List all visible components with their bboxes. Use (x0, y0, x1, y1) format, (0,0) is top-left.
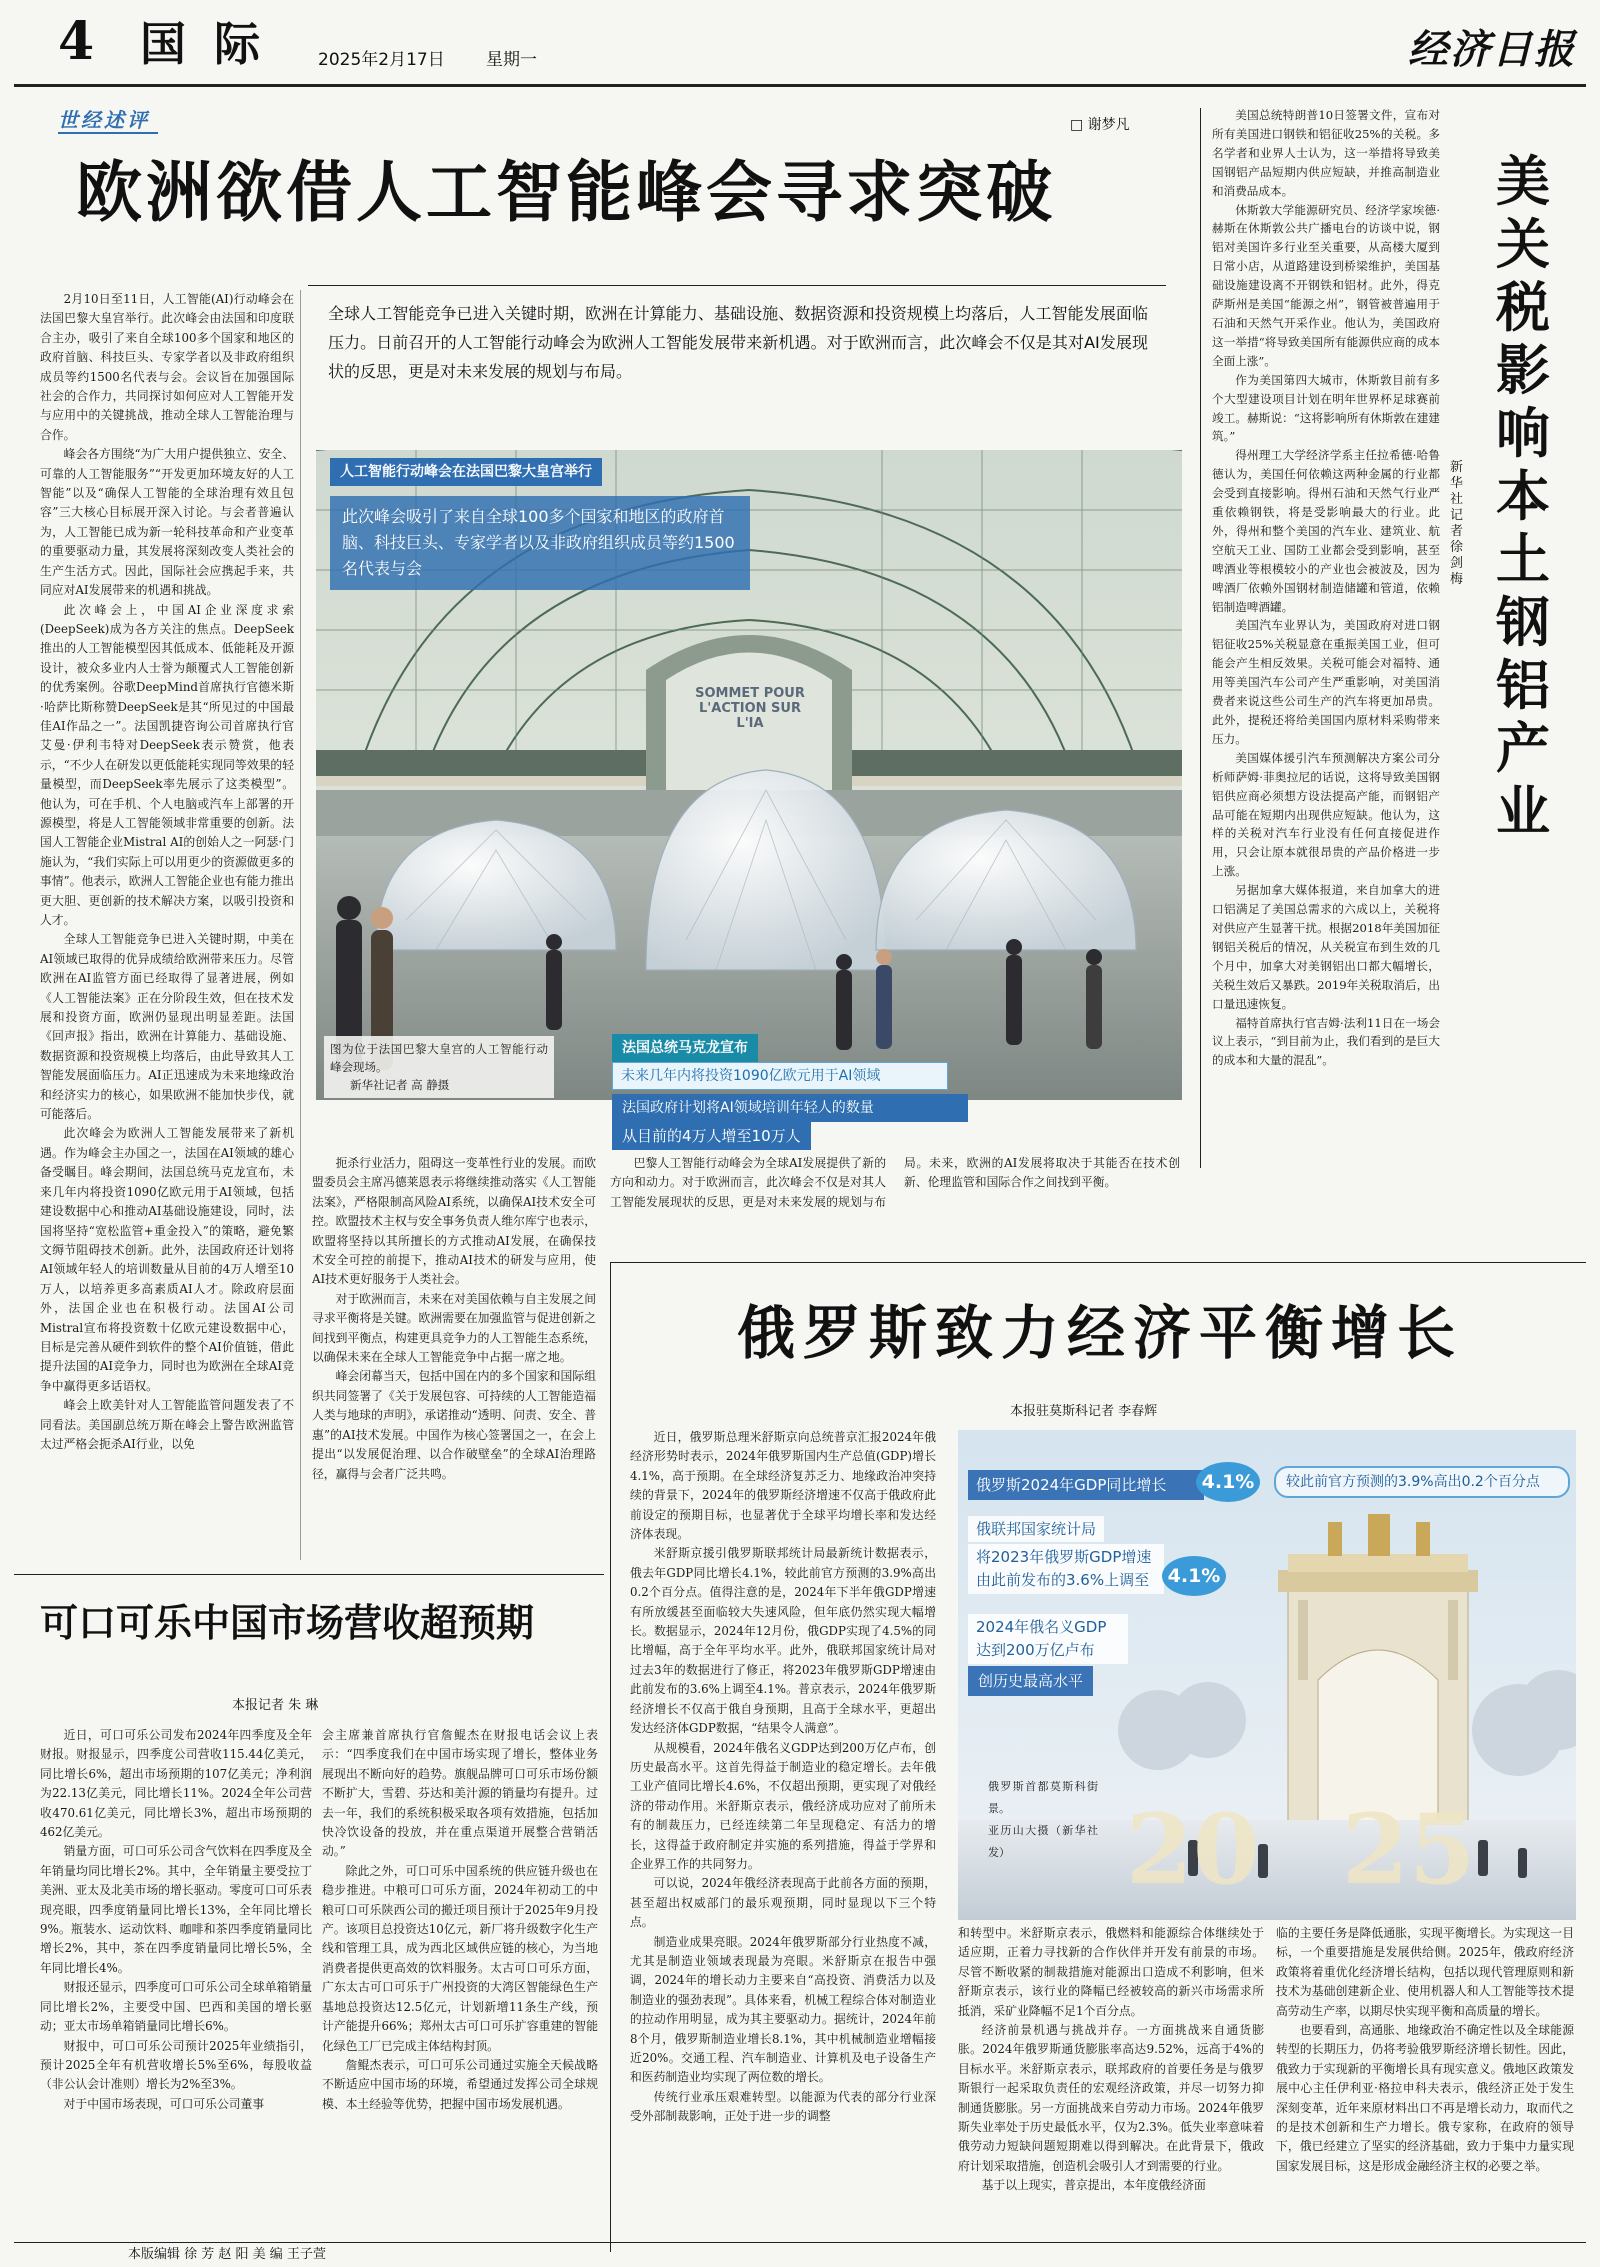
info-gdp-label: 俄罗斯2024年GDP同比增长 (968, 1470, 1204, 1500)
info-nominal-text: 2024年俄名义GDP达到200万亿卢布 (968, 1614, 1128, 1664)
paragraph: 福特首席执行官吉姆·法利11日在一场会议上表示，“到目前为止，我们看到的是巨大的成本和大量的混乱”。 (1212, 1015, 1440, 1068)
article2-divider (1200, 108, 1201, 1168)
gov-box-title: 法国政府计划将AI领域培训年轻人的数量 (612, 1094, 968, 1122)
paragraph: 巴黎人工智能行动峰会为全球AI发展提供了新的方向和动力。对于欧洲而言，此次峰会不仅是对其人工智能发展现状的反思，更是对未来发展的规划与布局。未来，欧洲的AI发展将取决于其能否在技术创新、伦理监管和国际合作之间找到平衡。 (610, 1156, 1180, 1209)
footer-editors: 本版编辑 徐 芳 赵 阳 美 编 王子萱 (128, 2247, 326, 2262)
section-name: 国 际 (140, 17, 267, 71)
paragraph: 销量方面，可口可乐公司含气饮料在四季度及全年销量均同比增长2%。其中，全年销量主要受拉丁美洲、亚太及北美市场的增长驱动。零度可口可乐表现亮眼，四季度销量同比增长13%，全年同比增长9%。瓶装水、运动饮料、咖啡和茶四季度销量同比增长2%，其中，茶在四季度销量同比增长5%，全年同比增长4%。 (40, 1844, 312, 1975)
article1-body-left (40, 290, 294, 1562)
paragraph: 扼杀行业活力，阻碍这一变革性行业的发展。而欧盟委员会主席冯德莱恩表示将继续推动落实《人工智能法案》，严格限制高风险AI系统，以确保AI技术安全可控。欧盟技术主权与安全事务负责人维尔库宁也表示，欧盟将坚持以其所擅长的方式推动AI发展，在确保技术安全可控的前提下，推动AI技术的研发与应用，使AI技术更好服务于人类社会。 (312, 1156, 596, 1287)
masthead (0, 0, 1600, 86)
info-gdp-value: 4.1% (1196, 1462, 1260, 1502)
article4-headline: 可口可乐中国市场营收超预期 (40, 1600, 535, 1645)
column-divider (300, 290, 301, 1560)
article3-col2 (958, 1924, 1264, 2248)
info-stat-text: 将2023年俄罗斯GDP增速由此前发布的3.6%上调至 (968, 1544, 1164, 1594)
paragraph: 也要看到，高通胀、地缘政治不确定性以及全球能源转型的长期压力，仍将考验俄罗斯经济增长韧性。因此，俄致力于实现新的平衡增长具有现实意义。俄地区政策发展中心主任伊利亚·格拉申科夫表示，俄经济正处于发生深刻变革，近年来原材料出口不再是增长动力，取而代之的是技术创新和生产力增长。俄专家称，在政府的领导下，俄已经建立了坚实的经济基础，致力于集中力量实现国家发展目标，这是形成金融经济主权的必要之举。 (1276, 2023, 1574, 2173)
paragraph: 经济前景机遇与挑战并存。一方面挑战来自通货膨胀。2024年俄罗斯通货膨胀率高达9.52%，远高于4%的目标水平。米舒斯京表示，联邦政府的首要任务是与俄罗斯银行一起采取负责任的宏观经济政策，并尽一切努力抑制通货膨胀。另一方面挑战来自劳动力市场。2024年俄罗斯失业率处于历史最低水平，仅为2.3%。低失业率意味着俄劳动力短缺问题短期难以得到解决。在此背景下，俄政府计划采取措施，创造机会吸引人才到需要的行业。 (958, 2023, 1264, 2173)
article2-headline: 美关税影响本土钢铝产业 (1496, 149, 1550, 843)
paragraph: 作为美国第四大城市，休斯敦目前有多个大型建设项目计划在明年世界杯足球赛前竣工。赫斯说：“这将影响所有休斯敦在建建筑。” (1212, 372, 1440, 444)
column-label (58, 108, 158, 134)
article1-headline: 欧洲欲借人工智能峰会寻求突破 (76, 153, 1056, 231)
summit-banner: SOMMET POUR L'ACTION SUR L'IA (695, 686, 805, 731)
paragraph: 财报中，可口可乐公司预计2025年业绩指引，预计2025全年有机营收增长5%至6%，每股收益（非公认会计准则）增长为2%至3%。 (40, 2038, 312, 2092)
article1-byline: □ 谢梦凡 (1070, 117, 1130, 133)
paragraph: 制造业成果亮眼。2024年俄罗斯部分行业热度不减，尤其是制造业领域表现最为亮眼。米舒斯京在报告中强调，2024年的增长动力主要来自“高投资、消费活力以及制造业的强劲表现”。具体来看，机械工程综合体对制造业的拉动作用明显，成为其主要驱动力。据统计，2024年前8个月，俄罗斯制造业增长8.1%，其中机械制造业增幅接近20%。交通工程、汽车制造业、计算机及电子设备生产和医药制造业均实现了两位数的增长。 (630, 1934, 936, 2085)
article3-col3 (1276, 1924, 1574, 2248)
paragraph: 詹鲲杰表示，可口可乐公司通过实施全天候战略不断适应中国市场的环境，希望通过发挥公司全球规模、本土经验等优势，把握中国市场发展机遇。 (322, 2057, 598, 2111)
article3-headline: 俄罗斯致力经济平衡增长 (736, 1299, 1463, 1367)
article4-col2 (322, 1726, 598, 2228)
column-label-text: 世经述评 (58, 108, 150, 132)
paragraph: 另据加拿大媒体报道，来自加拿大的进口铝满足了美国总需求的六成以上，关税将对供应产生显著干扰。根据2018年美国加征钢铝关税后的情况，从关税宣布到生效的几个月中，加拿大对美钢铝出口都大幅增长，关税生效后又暴跌。2019年关税取消后，出口量迅速恢复。 (1212, 883, 1440, 1011)
newspaper-logo: 经济日报 (1408, 26, 1576, 73)
article3-byline: 本报驻莫斯科记者 李春辉 (1010, 1404, 1158, 1419)
paragraph: 休斯敦大学能源研究员、经济学家埃德·赫斯在休斯敦公共广播电台的访谈中说，钢铝对美国许多行业至关重要，从高楼大厦到日常小店，从道路建设到桥梁维护，美国基础设施建设离不开钢铁和铝材。此外，得克萨斯州是美国“能源之州”，钢管被普遍用于石油和天然气开采作业。他认为，美国政府这一举措“将导致美国所有能源供应商的成本全面上涨”。 (1212, 202, 1440, 368)
photo-credit: 亚历山大摄（新华社发） (988, 1824, 1098, 1859)
paragraph: 峰会闭幕当天，包括中国在内的多个国家和国际组织共同签署了《关于发展包容、可持续的人工智能造福人类与地球的声明》，承诺推动“透明、问责、安全、普惠”的AI技术发展。中国作为核心签署国之一，在会上提出“以发展促治理、以合作破壁垒”的全球AI治理路径，赢得与会者广泛共鸣。 (312, 1369, 596, 1481)
paragraph: 峰会各方围绕“为广大用户提供独立、安全、可靠的人工智能服务”“开发更加环境友好的人工智能”以及“确保人工智能的全球治理有效且包容”三大核心目标展开深入讨论。与会者普遍认为，人工智能已成为新一轮科技革命和产业变革的重要驱动力量，其发展将深刻改变人类社会的生产生活方式。因此，国际社会应携起手来，共同应对AI发展带来的机遇和挑战。 (40, 447, 294, 598)
paragraph: 临的主要任务是降低通胀，实现平衡增长。为实现这一目标，一个重要措施是发展供给侧。2025年，俄政府经济政策将着重优化经济增长结构，包括以现代管理原则和新技术为基础创建新企业、使用机器人和人工智能等技术提高劳动生产率，以期尽快实现平衡和高质量的增长。 (1276, 1926, 1574, 2018)
macron-box-text: 未来几年内将投资1090亿欧元用于AI领域 (612, 1062, 948, 1090)
info-stat-label: 俄联邦国家统计局 (968, 1516, 1104, 1542)
photo-credit: 新华社记者 高 静摄 (350, 1078, 450, 1092)
article1-lead (308, 285, 1166, 411)
paragraph: 和转型中。米舒斯京表示，俄燃料和能源综合体继续处于适应期，正着力寻找新的合作伙伴并开发有前景的市场。尽管不断收紧的制裁措施对能源出口造成不利影响，但米舒斯京表示，该行业的降幅已经被较高的新兴市场需求所抵消，采矿业降幅不足1个百分点。 (958, 1926, 1264, 2018)
article1-body-mid (312, 1154, 596, 1558)
lead-rule-top (308, 285, 1166, 286)
year-decoration-a: 20 (1126, 1793, 1260, 1906)
paragraph: 可以说，2024年俄经济表现高于此前各方面的预期，甚至超出权威部门的最乐观预期，同时显现以下三个特点。 (630, 1876, 936, 1930)
paragraph: 传统行业承压艰难转型。以能源为代表的部分行业深受外部制裁影响，正处于进一步的调整 (630, 2089, 936, 2124)
paragraph: 会主席兼首席执行官詹鲲杰在财报电话会议上表示：“四季度我们在中国市场实现了增长，整体业务展现出不断向好的趋势。旗舰品牌可口可乐市场份额不断扩大，雪碧、芬达和美汁源的销量均有提升。过去一年，我们的系统积极采取各项有效措施，包括加快冷饮设备的投放，并在重点渠道开展整合营销活动。” (322, 1728, 598, 1859)
paragraph: 峰会上欧美针对人工智能监管问题发表了不同看法。美国副总统万斯在峰会上警告欧洲监管太过严格会扼杀AI行业，以免 (40, 1398, 294, 1451)
macron-box-title: 法国总统马克龙宣布 (612, 1034, 758, 1062)
paragraph: 近日，可口可乐公司发布2024年四季度及全年财报。财报显示，四季度公司营收115.44亿美元，同比增长6%，超出市场预期的107亿美元；净利润为22.13亿美元，同比增长11%。2024全年公司营收470.61亿美元，同比增长3%，超出市场预期的462亿美元。 (40, 1728, 312, 1840)
paragraph: 此次峰会上，中国AI企业深度求索(DeepSeek)成为各方关注的焦点。DeepSeek推出的人工智能模型因其低成本、低能耗及开源设计，被众多业内人士誉为颠覆式人工智能创新的优秀案例。谷歌DeepMind首席执行官德米斯·哈萨比斯称赞DeepSeek是其“所见过的中国最佳AI作品之一”。法国凯捷咨询公司首席执行官艾曼·伊利韦特对DeepSeek表示赞赏，他表示，“不少人在研发以更低能耗实现同等效果的轻量模型，而DeepSeek率先展示了这类模型”。他认为，可在手机、个人电脑或汽车上部署的开源模型，将是人工智能领域非常重要的创新。法国人工智能企业Mistral AI的创始人之一阿瑟·门施认为，“我们实际上可以用更少的资源做更多的事情”。他表示，欧洲人工智能企业也有能力推出更大胆、更创新的技术解决方案，以吸引投资和人才。 (40, 602, 294, 927)
paragraph: 美国总统特朗普10日签署文件，宣布对所有美国进口钢铁和铝征收25%的关税。多名学者和业界人士认为，这一举措将导致美国钢铝产品短期内供应短缺，并推高制造业和消费品成本。 (1212, 108, 1440, 198)
photo-subtitle: 此次峰会吸引了来自全球100多个国家和地区的政府首脑、科技巨头、专家学者以及非政府组织成员等约1500名代表与会 (330, 496, 750, 590)
article4-byline: 本报记者 朱 琳 (232, 1698, 319, 1713)
issue-weekday: 星期一 (486, 50, 537, 70)
article3-frame-left (610, 1262, 611, 2252)
article4-rule (14, 1574, 604, 1575)
photo-caption: 图为位于法国巴黎大皇宫的人工智能行动峰会现场。 (330, 1042, 548, 1074)
masthead-rule (14, 84, 1586, 87)
page-number: 4 (58, 11, 95, 72)
paragraph: 2月10日至11日，人工智能(AI)行动峰会在法国巴黎大皇宫举行。此次峰会由法国和印度联合主办，吸引了来自全球100多个国家和地区的政府首脑、科技巨头、专家学者以及非政府组织成员等约1500名代表与会。会议旨在加强国际社会的合作力，共同探讨如何应对人工智能开发与应用中的关键挑战，推动全球人工智能治理与合作。 (40, 292, 294, 442)
article2-byline: 新华社记者 徐剑梅 (1450, 460, 1464, 587)
photo-caption-box (324, 1036, 554, 1098)
paragraph: 从规模看，2024年俄名义GDP达到200万亿卢布，创历史最高水平。这首先得益于制造业的稳定增长。去年俄工业产值同比增长4.6%，不仅超出预期，更实现了对俄经济的带动作用。米舒斯京表示，俄经济成功应对了前所未有的制裁压力，已经连续第二年呈现稳定、有活力的增长，这得益于政府制定并实施的系列措施，得益于学界和企业界工作的共同努力。 (630, 1740, 936, 1871)
issue-date: 2025年2月17日 (318, 50, 445, 70)
year-decoration-b: 25 (1342, 1793, 1476, 1906)
paragraph: 此次峰会为欧洲人工智能发展带来了新机遇。作为峰会主办国之一，法国在AI领域的雄心备受瞩目。峰会期间，法国总统马克龙宣布，未来几年内将投资1090亿欧元用于AI领域，包括建设数据中心和推动AI基础设施建设，同时，法国将坚持“宽松监管+重金投入”的策略，避免繁文缛节阻碍技术创新。此外，法国政府还计划将AI领域年轻人的培训数量从目前的4万人增至10万人，以培养更多高素质AI人才。除政府层面外，法国企业也在积极行动。法国AI公司Mistral宣布将投资数十亿欧元建设数据中心，目标是完善从硬件到软件的整个AI价值链，借此提升法国的AI竞争力，同时也为欧洲在全球AI竞争中赢得更多话语权。 (40, 1126, 294, 1393)
paragraph: 对于欧洲而言，未来在对美国依赖与自主发展之间寻求平衡将是关键。欧洲需要在加强监管与促进创新之间找到平衡点，构建更具竞争力的人工智能生态系统，以确保未来在全球人工智能竞争中占据一席之地。 (312, 1291, 596, 1365)
paragraph: 美国媒体援引汽车预测解决方案公司分析师萨姆·菲奥拉尼的话说，这将导致美国钢铝供应商必须想方设法提高产能，而钢铝产品可能在短期内出现供应短缺。他认为，这样的关税对汽车行业没有任何直接促进作用，只会让原本就很昂贵的产品价格进一步上涨。 (1212, 750, 1440, 879)
info-record-text: 创历史最高水平 (968, 1666, 1093, 1696)
paragraph: 米舒斯京援引俄罗斯联邦统计局最新统计数据表示，俄去年GDP同比增长4.1%，较此前官方预测的3.9%高出0.2个百分点。值得注意的是，2024年下半年俄GDP增速有所放缓甚至面临较大失速风险，但年底仍然实现大幅增长。数据显示，2024年12月份，俄GDP实现了4.5%的同比增幅，高于全年平均水平。此外，俄联邦国家统计局对过去3年的数据进行了修正，将2023年俄罗斯GDP增速由此前发布的3.6%上调至4.1%。普京表示，2024年俄罗斯经济增长不仅高于俄自身预期，且高于全球水平，更超出发达经济体GDP数据，“结果令人满意”。 (630, 1546, 936, 1736)
article4-col1 (40, 1726, 312, 2228)
article3-frame-top (610, 1262, 1586, 1263)
paragraph: 基于以上现实，普京提出，本年度俄经济面 (981, 2178, 1206, 2193)
info-stat-value: 4.1% (1162, 1556, 1226, 1596)
moscow-photo-caption (988, 1776, 1098, 1864)
info-gdp-note: 较此前官方预测的3.9%高出0.2个百分点 (1274, 1466, 1570, 1498)
paragraph: 美国汽车业界认为，美国政府对进口钢铝征收25%关税显意在重振美国工业，但可能会产生相反效果。关税可能会对福特、通用等美国汽车公司产生严重影响，对美国消费者来说这些公司生产的汽车将更加昂贵。此外，提税还将给美国国内原材料采购带来压力。 (1212, 618, 1440, 746)
article2-body (1212, 106, 1440, 1164)
gov-box-text: 从目前的4万人增至10万人 (612, 1122, 811, 1150)
paragraph: 全球人工智能竞争已进入关键时期，中美在AI领域已取得的优异成绩给欧洲带来压力。尽管欧洲在AI监管方面已经取得了显著进展，例如《人工智能法案》正在分阶段生效，但在技术发展和投资方面，欧洲仍显现出明显差距。法国《回声报》指出，欧洲在计算能力、基础设施、数据资源和投资规模上均落后，由此导致其人工智能发展面临压力。AI正迅速成为未来地缘政治和经济实力的核心，如果欧洲不能加快步伐，就可能落后。 (40, 932, 294, 1122)
paragraph: 财报还显示，四季度可口可乐公司全球单箱销量同比增长2%，主要受中国、巴西和美国的增长驱动；亚太市场单箱销量同比增长6%。 (40, 1980, 312, 2034)
paragraph: 得州理工大学经济学系主任拉希德·哈鲁德认为，美国任何依赖这两种金属的行业都会受到直接影响。得州石油和天然气行业严重依赖钢铁，将是受影响最大的行业。此外，得州和整个美国的汽车业、建筑业、航空航天工业、国防工业都会受到影响，甚至啤酒业等根模较小的产业也会被波及，因为啤酒厂依赖外国钢材制造储罐和管道，依赖铝制造啤酒罐。 (1212, 448, 1440, 614)
article1-body-right (610, 1154, 1180, 1214)
photo-caption: 俄罗斯首都莫斯科街景。 (988, 1780, 1098, 1815)
paragraph: 近日，俄罗斯总理米舒斯京向总统普京汇报2024年俄经济形势时表示，2024年俄罗斯国内生产总值(GDP)增长4.1%，高于预期。在全球经济复苏乏力、地缘政治冲突持续的背景下，2024年的俄罗斯经济增速不仅高于俄政府此前设定的预期目标，也显著优于全球平均增长率和发达经济体表现。 (630, 1430, 936, 1542)
article3-col1 (630, 1428, 936, 2248)
lead-text: 全球人工智能竞争已进入关键时期，欧洲在计算能力、基础设施、数据资源和投资规模上均落后，人工智能发展面临压力。日前召开的人工智能行动峰会为欧洲人工智能发展带来新机遇。对于欧洲而言，此次峰会不仅是其对AI发展现状的反思，更是对未来发展的规划与布局。 (328, 304, 1148, 381)
photo-title-tag: 人工智能行动峰会在法国巴黎大皇宫举行 (330, 458, 602, 486)
footer-rule (14, 2242, 1586, 2243)
paragraph: 除此之外，可口可乐中国系统的供应链升级也在稳步推进。中粮可口可乐方面，2024年初动工的中粮可口可乐陕西公司的搬迁项目预计于2025年9月投产。该项目总投资达10亿元，新厂将升级数字化生产线和管理工具，成为西北区域供应链的核心，为当地消费者提供更高效的饮料服务。太古可口可乐方面，广东太古可口可乐于广州投资的大湾区智能绿色生产基地总投资达12.5亿元，计划新增11条生产线，预计产能提升66%；郑州太古可口可乐扩容重建的智能化绿色工厂已完成主体结构封顶。 (322, 1863, 598, 2053)
paragraph: 对于中国市场表现，可口可乐公司董事 (63, 2096, 265, 2111)
